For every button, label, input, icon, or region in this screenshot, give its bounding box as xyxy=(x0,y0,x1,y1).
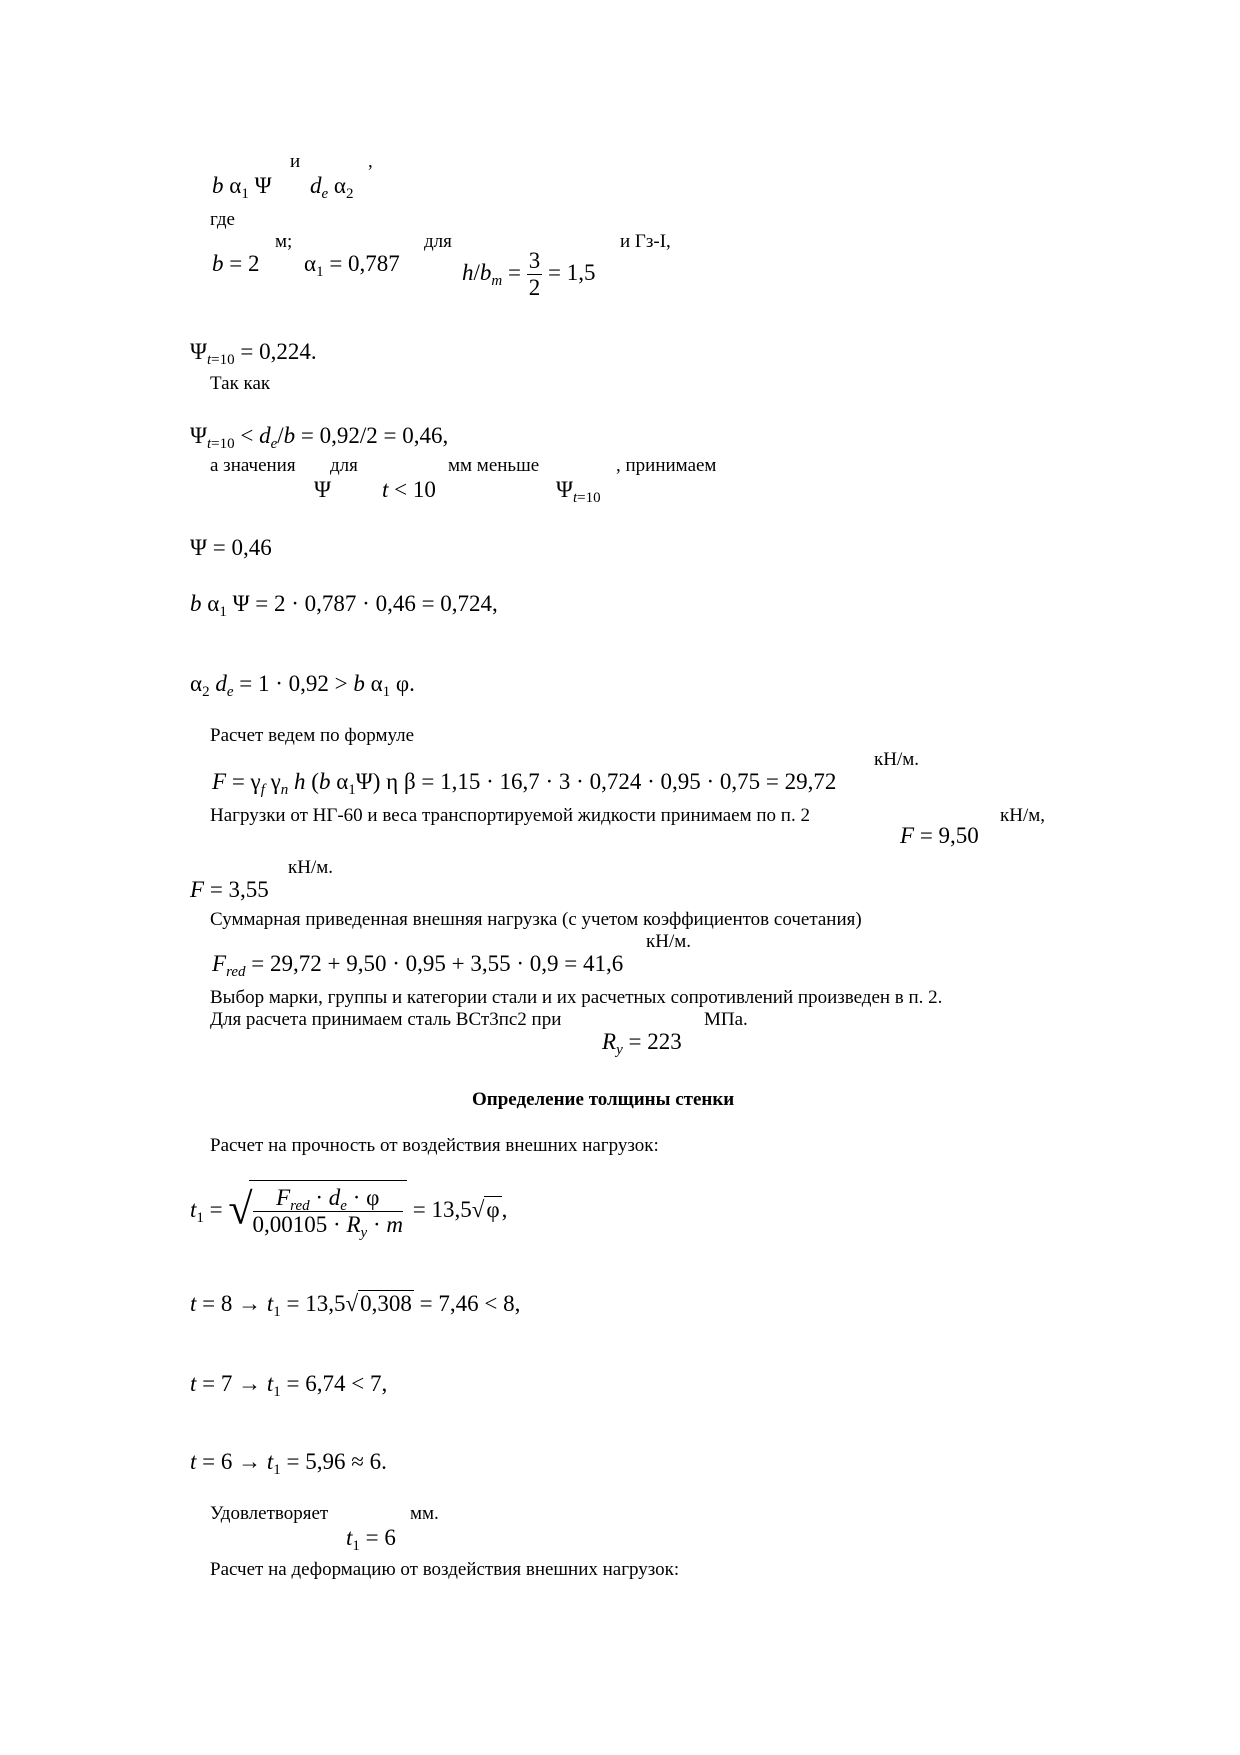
text-deform-calc: Расчет на деформацию от воздействия внешних нагрузок: xyxy=(210,1559,680,1580)
formula-psi-compare: $\Psi_{t=10} < d_e/b = 0,92/2 = 0,46$, xyxy=(190,423,449,452)
formula-de-alpha2: $d_e$ $\alpha_2$ xyxy=(310,173,354,202)
text-mm: мм. xyxy=(410,1503,439,1524)
formula-t6: $t = 6 \to t_1 = 5,96 \approx 6$. xyxy=(190,1449,387,1478)
formula-psi-t10-small: $\Psi_{t=10}$ xyxy=(556,477,601,506)
formula-alpha1: $\alpha_1 = 0,787$ xyxy=(304,251,400,280)
fraction-3-2: $\frac{3}{2}$ xyxy=(528,248,541,301)
text-where: где xyxy=(210,209,235,230)
text-for2: для xyxy=(330,455,358,476)
formula-F-950: F = 9,50 xyxy=(900,823,979,848)
text-accept: , принимаем xyxy=(616,455,717,476)
formula-Ry: $R_y = 223$ xyxy=(602,1029,682,1058)
text-knm-1: кН/м. xyxy=(874,749,920,770)
text-total-load: Суммарная приведенная внешняя нагрузка (с учетом коэффициентов сочетания) xyxy=(210,909,862,930)
formula-t7: $t = 7 \to t_1 = 6,74 < 7$, xyxy=(190,1371,388,1400)
text-steel-choice: Выбор марки, группы и категории стали и их расчетных сопротивлений произведен в п. 2. xyxy=(210,987,943,1008)
text-steel-accept: Для расчета принимаем сталь ВСт3пс2 при xyxy=(210,1009,562,1030)
text-for: для xyxy=(424,231,452,252)
b-value: = 2 xyxy=(229,251,260,276)
formula-F-main: $F = \gamma_f$ $\gamma_n$ h (b $\alpha_1\Psi$) η β = 1,15 · 16,7 · 3 · 0,724 · 0,95 · 0,75 = 29,72 xyxy=(212,769,837,798)
section-heading: Определение толщины стенки xyxy=(472,1089,735,1110)
text-knm-2: кН/м. xyxy=(288,857,334,878)
formula-F-red: $F_{red} = 29,72 + 9,50 \cdot 0,95 + 3,55 \cdot 0,9 = 41,6$ xyxy=(212,951,624,980)
text-and-gz: и Гз-I, xyxy=(620,231,671,252)
formula-h-bm: $h/b_m$ = $\frac{3}{2}$ = 1,5 xyxy=(462,248,596,301)
formula-t8: $t = 8 \to t_1 = 13,5√0,308 = 7,46 < 8$, xyxy=(190,1291,521,1320)
text-since: Так как xyxy=(210,373,271,394)
text-calc-by-formula: Расчет ведем по формуле xyxy=(210,725,415,746)
text-mpa: МПа. xyxy=(704,1009,748,1030)
formula-t1-6: $t_1 = 6$ xyxy=(346,1525,396,1554)
formula-b-alpha-psi: b $\alpha_1$ Ψ = 2 · 0,787 · 0,46 = 0,724, xyxy=(190,591,498,620)
text-values-of: а значения xyxy=(210,455,296,476)
h-bm-value: = 1,5 xyxy=(547,260,596,286)
t1-radicand: $\frac{F_{red} \cdot d_e \cdot \varphi}{0,00105 \cdot R_y \cdot m}$ xyxy=(249,1180,407,1239)
text-knm-3: кН/м. xyxy=(646,931,692,952)
formula-b-alpha1-psi: b $\alpha_1$ Ψ xyxy=(212,173,272,202)
formula-b: b = 2 xyxy=(212,251,260,276)
alpha1-value: = 0,787 xyxy=(329,251,400,276)
text-strength-calc: Расчет на прочность от воздействия внешних нагрузок: xyxy=(210,1135,659,1156)
formula-psi: Ψ xyxy=(314,477,331,502)
formula-psi-final: Ψ = 0,46 xyxy=(190,535,272,560)
formula-psi-t10: $\Psi_{t=10} = 0,224$. xyxy=(190,339,317,368)
text-mm-less: мм меньше xyxy=(448,455,540,476)
text-loads-ng60: Нагрузки от НГ-60 и веса транспортируемой жидкости принимаем по п. 2 xyxy=(210,805,810,826)
text-comma: , xyxy=(368,151,373,172)
formula-F-355: F = 3,55 xyxy=(190,877,269,902)
text-knm-comma: кН/м, xyxy=(1000,805,1046,826)
formula-t1: $t_1$ = √ $\frac{F_{red} \cdot d_e \cdot \varphi}{0,00105 \cdot R_y \cdot m}$ = 13,5√φ, xyxy=(190,1180,507,1239)
text-and: и xyxy=(290,151,301,172)
formula-t-less-10: t < 10 xyxy=(382,477,436,502)
text-m-semicolon: м; xyxy=(275,231,293,252)
text-satisfies: Удовлетворяет xyxy=(210,1503,329,1524)
formula-alpha2-de: $\alpha_2$ $d_e = 1 \cdot 0,92 > b$ $\alpha_1$ φ. xyxy=(190,671,415,700)
